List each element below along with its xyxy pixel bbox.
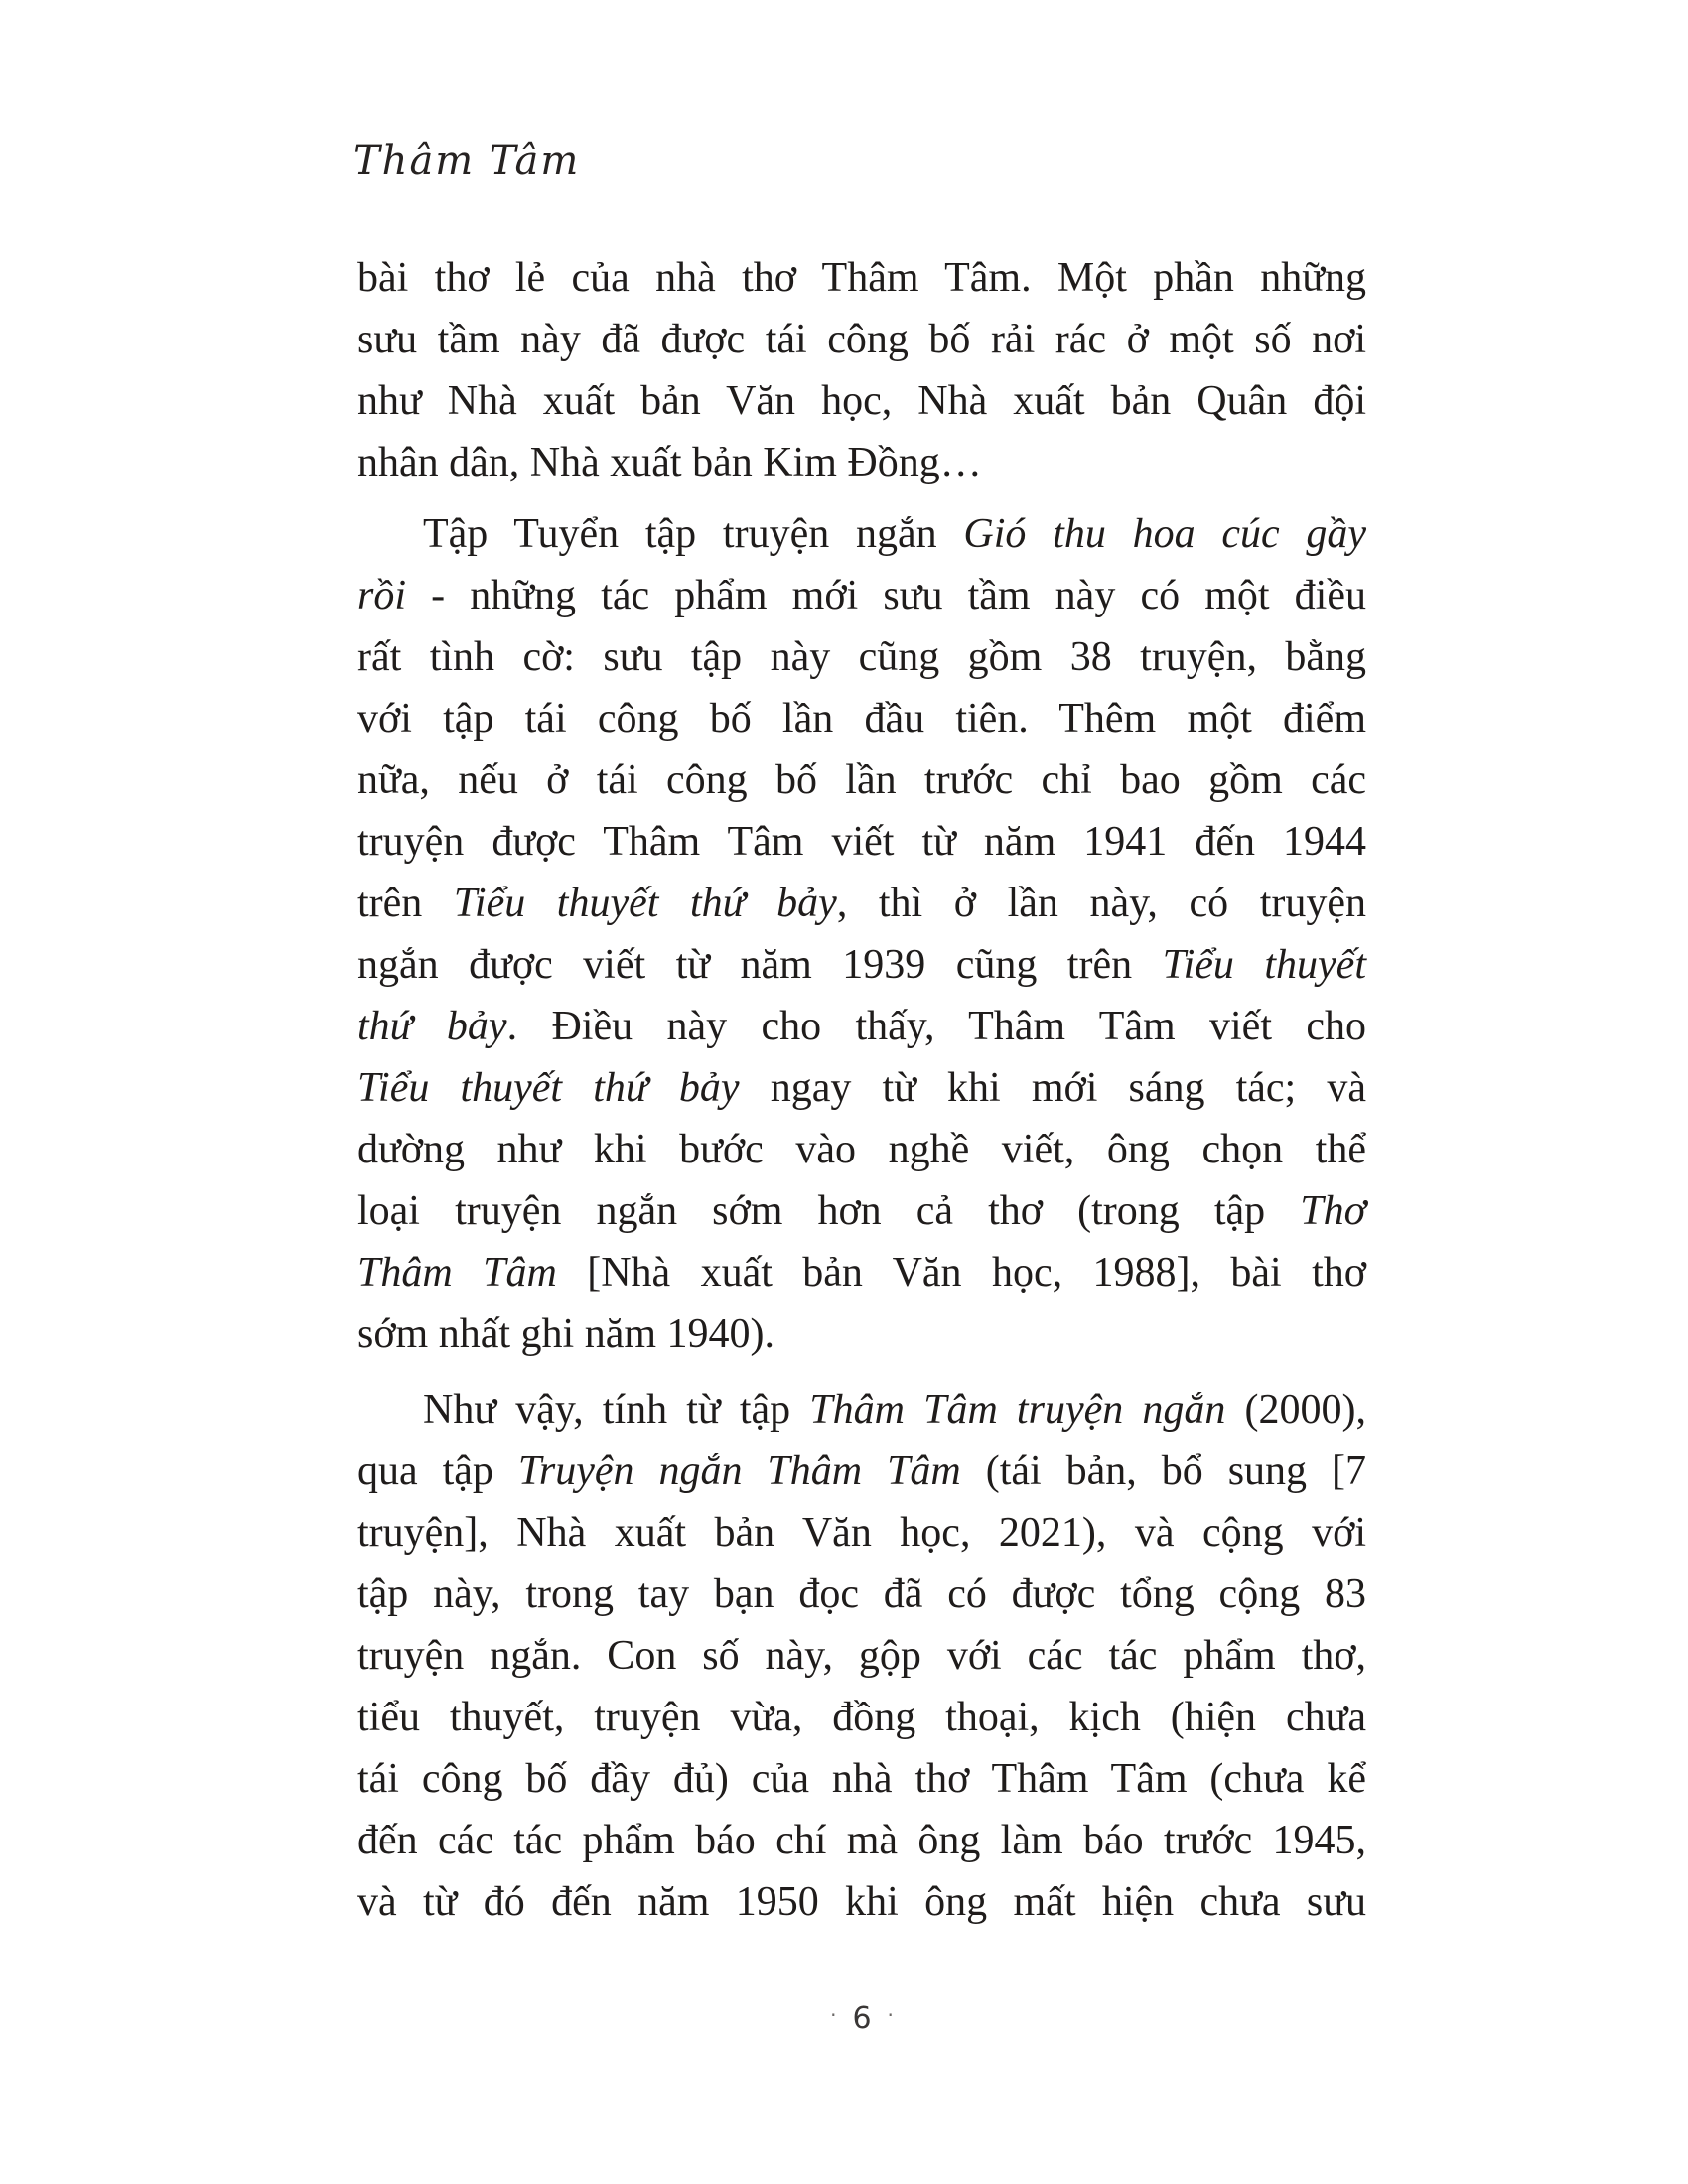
text-segment-italic: Gió thu hoa cúc gầy	[963, 511, 1367, 557]
text-line	[357, 1502, 1366, 1564]
running-header: Thâm Tâm	[353, 138, 581, 184]
text-segment: truyện], Nhà xuất bản Văn học, 2021), và cộng với	[357, 1510, 1366, 1556]
text-segment: trên	[357, 881, 454, 926]
text-line	[357, 750, 1366, 811]
text-segment-italic: Thơ	[1300, 1188, 1366, 1234]
text-line	[357, 1303, 1366, 1365]
text-line	[357, 626, 1366, 688]
text-segment: tiểu thuyết, truyện vừa, đồng thoại, kịch (hiện chưa	[357, 1695, 1366, 1740]
text-segment: Tập Tuyển tập truyện ngắn	[423, 511, 964, 557]
text-segment-italic: Truyện ngắn Thâm Tâm	[517, 1448, 961, 1494]
text-line	[357, 1748, 1366, 1810]
text-line	[357, 1180, 1366, 1242]
text-segment: sưu tầm này đã được tái công bố rải rác ở một số nơi	[357, 317, 1366, 362]
body-text	[357, 247, 1366, 1933]
text-segment: nhân dân, Nhà xuất bản Kim Đồng…	[357, 440, 982, 485]
text-segment: nữa, nếu ở tái công bố lần trước chỉ bao gồm các	[357, 757, 1366, 803]
text-segment-italic: Tiểu thuyết	[1162, 942, 1366, 988]
text-segment: như Nhà xuất bản Văn học, Nhà xuất bản Quân đội	[357, 378, 1366, 424]
text-line	[357, 1871, 1366, 1933]
text-line	[357, 996, 1366, 1057]
text-segment: , thì ở lần này, có truyện	[836, 881, 1366, 926]
text-line	[357, 247, 1366, 309]
text-line	[357, 1564, 1366, 1625]
text-segment: tái công bố đầy đủ) của nhà thơ Thâm Tâm (chưa kể	[357, 1756, 1366, 1802]
text-segment: với tập tái công bố lần đầu tiên. Thêm một điểm	[357, 696, 1366, 742]
paragraph-3	[357, 1379, 1366, 1933]
text-line	[357, 688, 1366, 750]
text-line	[357, 1379, 1366, 1440]
text-line	[357, 1687, 1366, 1748]
text-line	[357, 1440, 1366, 1502]
text-segment: đến các tác phẩm báo chí mà ông làm báo trước 1945,	[357, 1818, 1366, 1863]
text-segment: ngay từ khi mới sáng tác; và	[739, 1065, 1366, 1111]
text-segment: Như vậy, tính từ tập	[423, 1387, 810, 1433]
text-line	[357, 370, 1366, 432]
text-line	[357, 565, 1366, 626]
text-segment: truyện được Thâm Tâm viết từ năm 1941 đến 1944	[357, 819, 1366, 865]
text-segment-italic: Tiểu thuyết thứ bảy	[357, 1065, 740, 1111]
text-segment: và từ đó đến năm 1950 khi ông mất hiện chưa sưu	[357, 1879, 1366, 1925]
text-line	[357, 503, 1366, 565]
text-segment-italic: rồi	[357, 573, 407, 618]
text-segment-italic: Thâm Tâm	[357, 1250, 557, 1296]
text-line	[357, 1625, 1366, 1687]
text-segment: - những tác phẩm mới sưu tầm này có một điều	[406, 573, 1366, 618]
page-footer	[357, 2001, 1366, 2036]
text-line	[357, 811, 1366, 873]
paragraph-1	[357, 247, 1366, 493]
text-segment-italic: Tiểu thuyết thứ bảy	[453, 881, 837, 926]
text-segment: (tái bản, bổ sung [7	[960, 1448, 1366, 1494]
text-segment: . Điều này cho thấy, Thâm Tâm viết cho	[506, 1004, 1366, 1049]
text-segment: sớm nhất ghi năm 1940).	[357, 1311, 774, 1357]
page-number: 6	[852, 2001, 872, 2036]
text-segment: tập này, trong tay bạn đọc đã có được tổng cộng 83	[357, 1571, 1366, 1617]
text-segment: loại truyện ngắn sớm hơn cả thơ (trong tập	[357, 1188, 1301, 1234]
text-line	[357, 432, 1366, 493]
text-line	[357, 934, 1366, 996]
text-segment: (2000),	[1225, 1387, 1366, 1433]
text-line	[357, 309, 1366, 370]
text-line	[357, 1242, 1366, 1303]
text-line	[357, 1810, 1366, 1871]
text-segment: [Nhà xuất bản Văn học, 1988], bài thơ	[556, 1250, 1366, 1296]
paragraph-2	[357, 503, 1366, 1365]
text-segment-italic: thứ bảy	[357, 1004, 507, 1049]
text-segment: bài thơ lẻ của nhà thơ Thâm Tâm. Một phần những	[357, 255, 1366, 301]
text-line	[357, 1057, 1366, 1119]
text-segment: qua tập	[357, 1448, 518, 1494]
text-segment: truyện ngắn. Con số này, gộp với các tác phẩm thơ,	[357, 1633, 1366, 1679]
text-line	[357, 1119, 1366, 1180]
footer-left-dot: ·	[830, 2003, 837, 2027]
text-segment-italic: Thâm Tâm truyện ngắn	[809, 1387, 1226, 1433]
text-segment: dường như khi bước vào nghề viết, ông chọn thể	[357, 1127, 1366, 1172]
footer-right-dot: ·	[887, 2003, 894, 2027]
text-segment: rất tình cờ: sưu tập này cũng gồm 38 truyện, bằng	[357, 634, 1366, 680]
text-line	[357, 873, 1366, 934]
text-segment: ngắn được viết từ năm 1939 cũng trên	[357, 942, 1163, 988]
